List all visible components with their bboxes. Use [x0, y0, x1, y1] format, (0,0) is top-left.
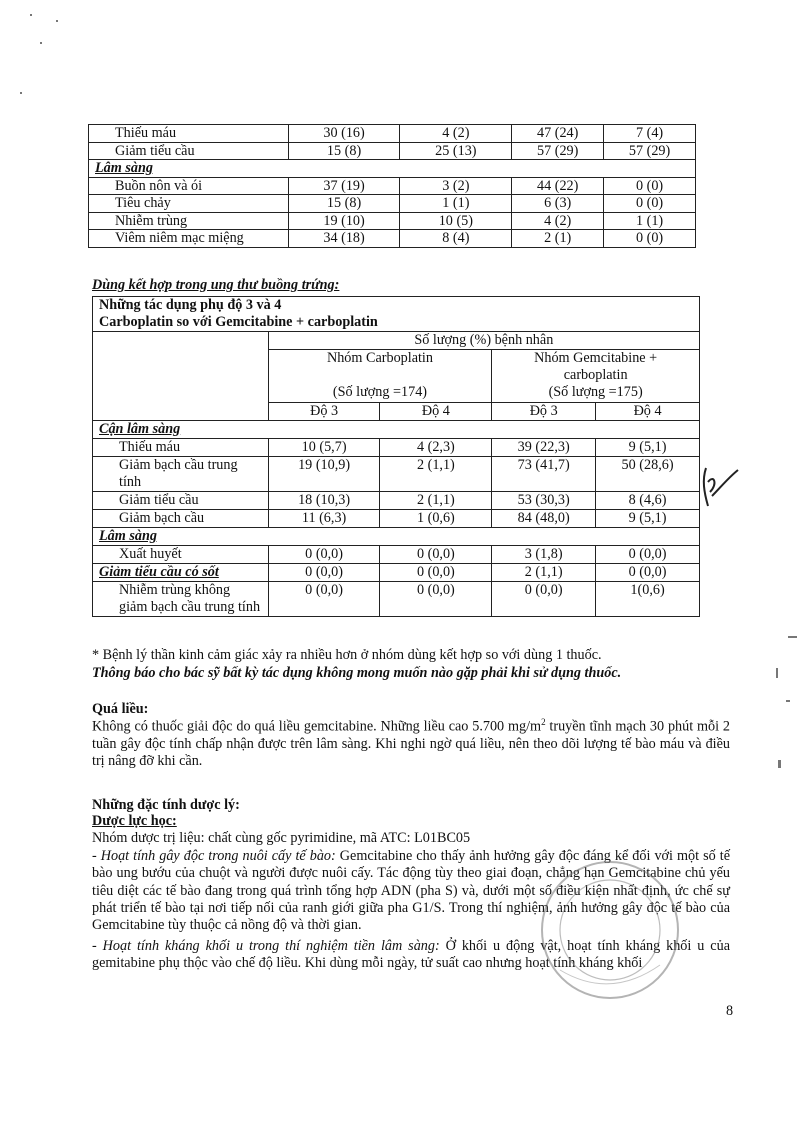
value-cell: 39 (22,3)	[492, 439, 596, 457]
t2-row	[93, 421, 700, 439]
t2-row	[93, 582, 700, 617]
value-cell: 10 (5)	[400, 212, 512, 230]
value-cell: 30 (16)	[288, 125, 400, 143]
pharmacodynamics-heading	[92, 813, 177, 830]
value-cell: 3 (2)	[400, 177, 512, 195]
value-cell: 57 (29)	[604, 142, 696, 160]
t1-row	[89, 230, 696, 248]
cytotoxic-activity-text: Gemcitabine cho thấy ảnh hưởng gây độc đáng kể đối với một số tế bào ung bướu của chuột và người được nuôi cấy. Tác động tùy theo giai đoạn, chẳng hạn Gemcitabine chủ yếu tiêu diệt các tế bào đang trong quá trình tổng hợp ADN (pha S) và, dưới một số điều kiện nhất định, ức chế sự phát triển tế bào tại nơi tiếp nối của ranh giới giữa pha G1/S. Trong thí nghiệm, ảnh hưởng gây độc tế bào của Gemcitabine tùy thuộc cả nồng độ và thời gian.	[92, 848, 730, 934]
value-cell: 6 (3)	[512, 195, 604, 213]
row-label: Giảm bạch cầu	[93, 510, 269, 528]
t2-row	[93, 510, 700, 528]
t1-row	[89, 177, 696, 195]
section-label: Cận lâm sàng	[93, 421, 700, 439]
pharmacodynamics-heading-text: Dược lực học:	[92, 813, 177, 829]
table-title-cell	[93, 297, 700, 332]
scan-speck	[778, 760, 781, 768]
group2-count: (Số lượng =175)	[548, 384, 643, 400]
row-label: Giảm tiểu cầu	[89, 142, 289, 160]
overdose-paragraph	[92, 717, 730, 771]
atc-group-line: Nhóm dược trị liệu: chất cùng gốc pyrimidine, mã ATC: L01BC05	[92, 830, 471, 846]
value-cell: 2 (1,1)	[492, 564, 596, 582]
section-label: Lâm sàng	[93, 528, 700, 546]
combination-adverse-effects-table	[92, 296, 700, 617]
scan-speck	[776, 668, 778, 678]
patients-header: Số lượng (%) bệnh nhân	[268, 332, 699, 350]
combo-heading: Dùng kết hợp trong ung thư buồng trứng:	[92, 277, 340, 293]
monotherapy-adverse-effects-table	[88, 124, 696, 248]
value-cell: 8 (4)	[400, 230, 512, 248]
value-cell: 73 (41,7)	[492, 457, 596, 492]
adverse-effect-notice: Thông báo cho bác sỹ bất kỳ tác dụng không mong muốn nào gặp phải khi sử dụng thuốc.	[92, 665, 622, 681]
value-cell: 2 (1)	[512, 230, 604, 248]
value-cell: 9 (5,1)	[596, 510, 700, 528]
grade-header: Độ 3	[268, 403, 380, 421]
value-cell: 0 (0)	[604, 195, 696, 213]
value-cell: 0 (0)	[604, 177, 696, 195]
value-cell: 11 (6,3)	[268, 510, 380, 528]
value-cell: 0 (0,0)	[268, 564, 380, 582]
t2-row	[93, 528, 700, 546]
grade-header: Độ 3	[492, 403, 596, 421]
signature-mark	[694, 462, 740, 514]
row-label: Xuất huyết	[93, 546, 269, 564]
table-title-line1: Những tác dụng phụ độ 3 và 4	[99, 297, 282, 313]
t2-row	[93, 564, 700, 582]
value-cell: 2 (1,1)	[380, 492, 492, 510]
row-label: Thiếu máu	[89, 125, 289, 143]
value-cell: 0 (0,0)	[380, 564, 492, 582]
group2-header	[492, 350, 700, 403]
value-cell: 18 (10,3)	[268, 492, 380, 510]
value-cell: 0 (0,0)	[596, 546, 700, 564]
value-cell: 0 (0,0)	[268, 582, 380, 617]
t2-row	[93, 457, 700, 492]
grade-header: Độ 4	[380, 403, 492, 421]
value-cell: 0 (0,0)	[268, 546, 380, 564]
overdose-text-a: Không có thuốc giải độc do quá liều gemcitabine. Những liều cao 5.700 mg/m	[92, 718, 542, 735]
value-cell: 0 (0,0)	[380, 582, 492, 617]
row-label: Buồn nôn và ói	[89, 177, 289, 195]
scan-speck	[786, 700, 790, 702]
overdose-text-b: truyền tĩnh mạch 30 phút mỗi 2 tuần gây độc tính chấp nhận được trên lâm sàng. Khi nghi ngờ quá liều, nên theo dõi lượng tế bào máu và điều trị nâng đỡ khi cần.	[92, 718, 730, 770]
row-label: Thiếu máu	[93, 439, 269, 457]
value-cell: 47 (24)	[512, 125, 604, 143]
value-cell: 1 (1)	[400, 195, 512, 213]
t1-row	[89, 142, 696, 160]
value-cell: 15 (8)	[288, 142, 400, 160]
t2-row	[93, 492, 700, 510]
group1-name: Nhóm Carboplatin	[326, 350, 433, 366]
value-cell: 15 (8)	[288, 195, 400, 213]
grade-header: Độ 4	[596, 403, 700, 421]
row-label-header	[93, 332, 269, 421]
overdose-heading: Quá liều:	[92, 701, 149, 717]
overdose-sup: 2	[541, 717, 546, 727]
t2-row	[93, 439, 700, 457]
row-label: Giảm tiểu cầu có sốt	[93, 564, 269, 582]
value-cell: 2 (1,1)	[380, 457, 492, 492]
row-label: Nhiễm trùng	[89, 212, 289, 230]
page-number: 8	[726, 1003, 734, 1019]
value-cell: 25 (13)	[400, 142, 512, 160]
row-label: Giảm tiểu cầu	[93, 492, 269, 510]
value-cell: 7 (4)	[604, 125, 696, 143]
value-cell: 4 (2)	[400, 125, 512, 143]
value-cell: 1 (0,6)	[380, 510, 492, 528]
table-title-line2: Carboplatin so với Gemcitabine + carboplatin	[99, 314, 378, 330]
group1-count: (Số lượng =174)	[332, 384, 428, 400]
value-cell: 0 (0,0)	[596, 564, 700, 582]
row-label: Tiêu chảy	[89, 195, 289, 213]
group2-name: Nhóm Gemcitabine + carboplatin	[534, 350, 658, 383]
value-cell: 8 (4,6)	[596, 492, 700, 510]
t1-row	[89, 160, 696, 178]
value-cell: 44 (22)	[512, 177, 604, 195]
cytotoxic-activity-label: - Hoạt tính gây độc trong nuôi cấy tế bào:	[92, 848, 336, 864]
value-cell: 19 (10)	[288, 212, 400, 230]
row-label: Nhiễm trùng không giảm bạch cầu trung tính	[93, 582, 269, 617]
value-cell: 0 (0,0)	[492, 582, 596, 617]
scan-speck	[788, 636, 797, 638]
t2-row	[93, 546, 700, 564]
scan-speck	[56, 20, 58, 22]
antitumor-activity-text: Ở khối u động vật, hoạt tính kháng khối u của gemitabine phụ thộc vào chế độ liều. Khi dùng mỗi ngày, tử suất cao nhưng hoạt tính kháng khối	[92, 938, 730, 972]
antitumor-activity-label: - Hoạt tính kháng khối u trong thí nghiệm tiền lâm sàng:	[92, 938, 440, 954]
value-cell: 50 (28,6)	[596, 457, 700, 492]
value-cell: 1 (1)	[604, 212, 696, 230]
row-label: Giảm bạch cầu trung tính	[93, 457, 269, 492]
t1-row	[89, 195, 696, 213]
value-cell: 53 (30,3)	[492, 492, 596, 510]
group1-header	[268, 350, 492, 403]
value-cell: 0 (0,0)	[380, 546, 492, 564]
t1-row	[89, 212, 696, 230]
value-cell: 4 (2,3)	[380, 439, 492, 457]
row-label: Viêm niêm mạc miệng	[89, 230, 289, 248]
value-cell: 0 (0)	[604, 230, 696, 248]
value-cell: 10 (5,7)	[268, 439, 380, 457]
value-cell: 34 (18)	[288, 230, 400, 248]
scan-speck	[30, 14, 32, 16]
value-cell: 4 (2)	[512, 212, 604, 230]
cytotoxic-activity-paragraph	[92, 848, 730, 935]
footnote: * Bệnh lý thần kinh cảm giác xảy ra nhiều hơn ở nhóm dùng kết hợp so với dùng 1 thuốc.	[92, 647, 602, 663]
antitumor-activity-paragraph	[92, 938, 730, 973]
value-cell: 1(0,6)	[596, 582, 700, 617]
value-cell: 37 (19)	[288, 177, 400, 195]
value-cell: 19 (10,9)	[268, 457, 380, 492]
value-cell: 84 (48,0)	[492, 510, 596, 528]
pharma-heading: Những đặc tính dược lý:	[92, 797, 240, 813]
value-cell: 57 (29)	[512, 142, 604, 160]
section-label: Lâm sàng	[89, 160, 696, 178]
scan-speck	[20, 92, 22, 94]
value-cell: 9 (5,1)	[596, 439, 700, 457]
scan-speck	[40, 42, 42, 44]
t1-row	[89, 125, 696, 143]
value-cell: 3 (1,8)	[492, 546, 596, 564]
